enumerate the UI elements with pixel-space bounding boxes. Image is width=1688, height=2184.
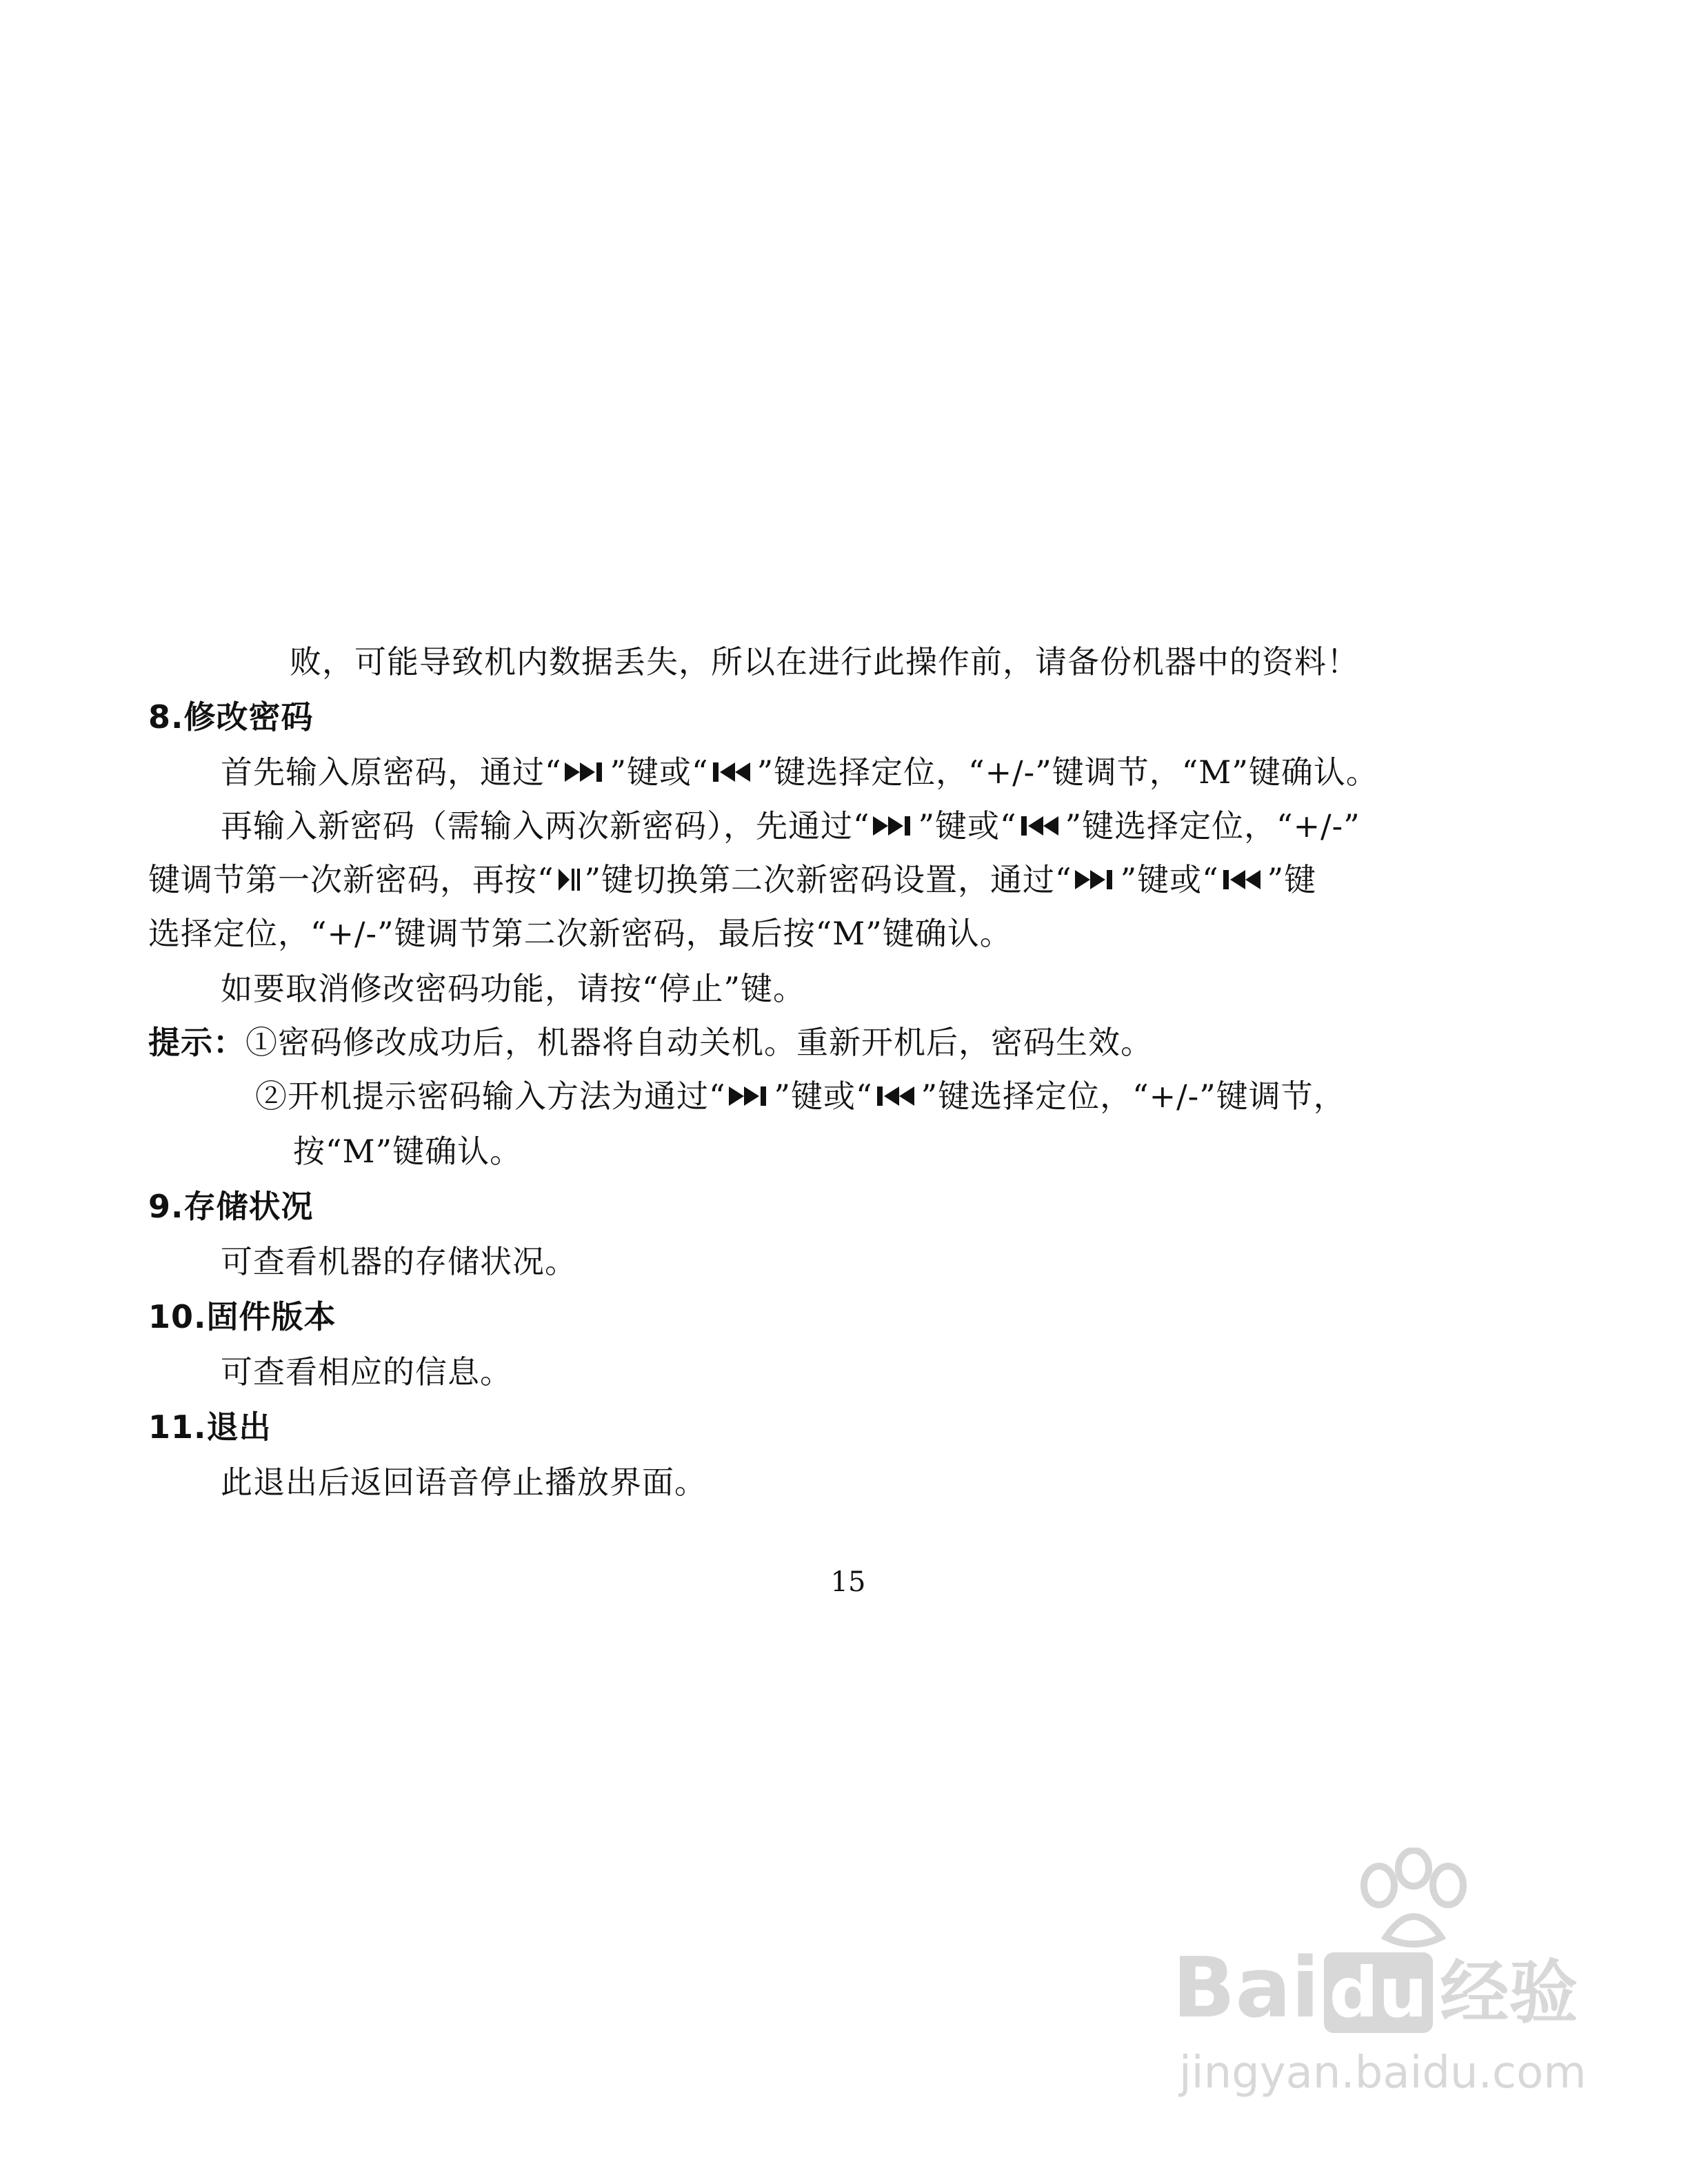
paw-logo-icon (1338, 1848, 1489, 1951)
page-number: 15 (830, 1566, 866, 1598)
section-10-paragraph: 可查看相应的信息。 (221, 1353, 512, 1391)
watermark-brand-du: du (1324, 1952, 1434, 2033)
watermark-url: jingyan.baidu.com (1179, 2048, 1587, 2099)
text-segment: 再输入新密码（需输入两次新密码），先通过“ (221, 807, 870, 845)
continued-line: 败，可能导致机内数据丢失，所以在进行此操作前，请备份机器中的资料！ (290, 643, 1359, 680)
play-pause-icon (556, 866, 583, 893)
text-segment: ”键选择定位，“+/-”键调节，“M”键确认。 (756, 754, 1378, 791)
text-segment: ”键切换第二次新密码设置，通过“ (584, 861, 1072, 898)
baidu-watermark (1172, 1848, 1600, 2123)
next-track-icon (563, 758, 609, 786)
text-segment: ”键选择定位，“+/-” (1065, 807, 1360, 845)
watermark-brand (1172, 1937, 1578, 2036)
text-segment: 键调节第一次新密码，再按“ (148, 861, 554, 898)
tip-label: 提示： (148, 1024, 245, 1061)
text-segment: 首先输入原密码，通过“ (221, 754, 562, 791)
section-10-title: 10.固件版本 (148, 1298, 336, 1335)
tip-line-2 (255, 1075, 1346, 1117)
section-8-paragraph-2-line-1 (221, 805, 1360, 847)
watermark-brand-bai: Bai (1172, 1941, 1320, 2036)
section-8-paragraph-2-line-2 (148, 859, 1316, 900)
text-segment: ”键选择定位，“+/-”键调节， (921, 1078, 1346, 1115)
section-11-title: 11.退出 (148, 1408, 272, 1446)
text-segment: ②开机提示密码输入方法为通过“ (255, 1078, 726, 1115)
text-segment: ”键或“ (610, 754, 709, 791)
section-8-paragraph-2-line-3: 选择定位，“+/-”键调节第二次新密码，最后按“M”键确认。 (148, 915, 1012, 952)
tip-line-2-continued: 按“M”键确认。 (293, 1133, 523, 1170)
text-segment: ①密码修改成功后，机器将自动关机。重新开机后，密码生效。 (245, 1024, 1153, 1061)
section-9-paragraph: 可查看机器的存储状况。 (221, 1243, 577, 1280)
text-segment: ”键 (1267, 861, 1317, 898)
section-11-paragraph: 此退出后返回语音停止播放界面。 (221, 1464, 707, 1501)
watermark-brand-cn: 经验 (1440, 1952, 1578, 2033)
text-segment: ”键或“ (774, 1078, 873, 1115)
section-8-paragraph-3: 如要取消修改密码功能，请按“停止”键。 (221, 970, 806, 1007)
tip-line-1 (148, 1022, 1153, 1063)
previous-track-icon (874, 1082, 920, 1110)
previous-track-icon (1018, 812, 1064, 840)
text-segment: ”键或“ (918, 807, 1017, 845)
previous-track-icon (710, 758, 756, 786)
next-track-icon (872, 812, 917, 840)
previous-track-icon (1220, 866, 1266, 893)
section-9-title: 9.存储状况 (148, 1188, 314, 1225)
text-segment: ”键或“ (1120, 861, 1219, 898)
next-track-icon (1074, 866, 1119, 893)
section-8-paragraph-1 (221, 751, 1378, 793)
section-8-title: 8.修改密码 (148, 698, 314, 736)
next-track-icon (727, 1082, 773, 1110)
